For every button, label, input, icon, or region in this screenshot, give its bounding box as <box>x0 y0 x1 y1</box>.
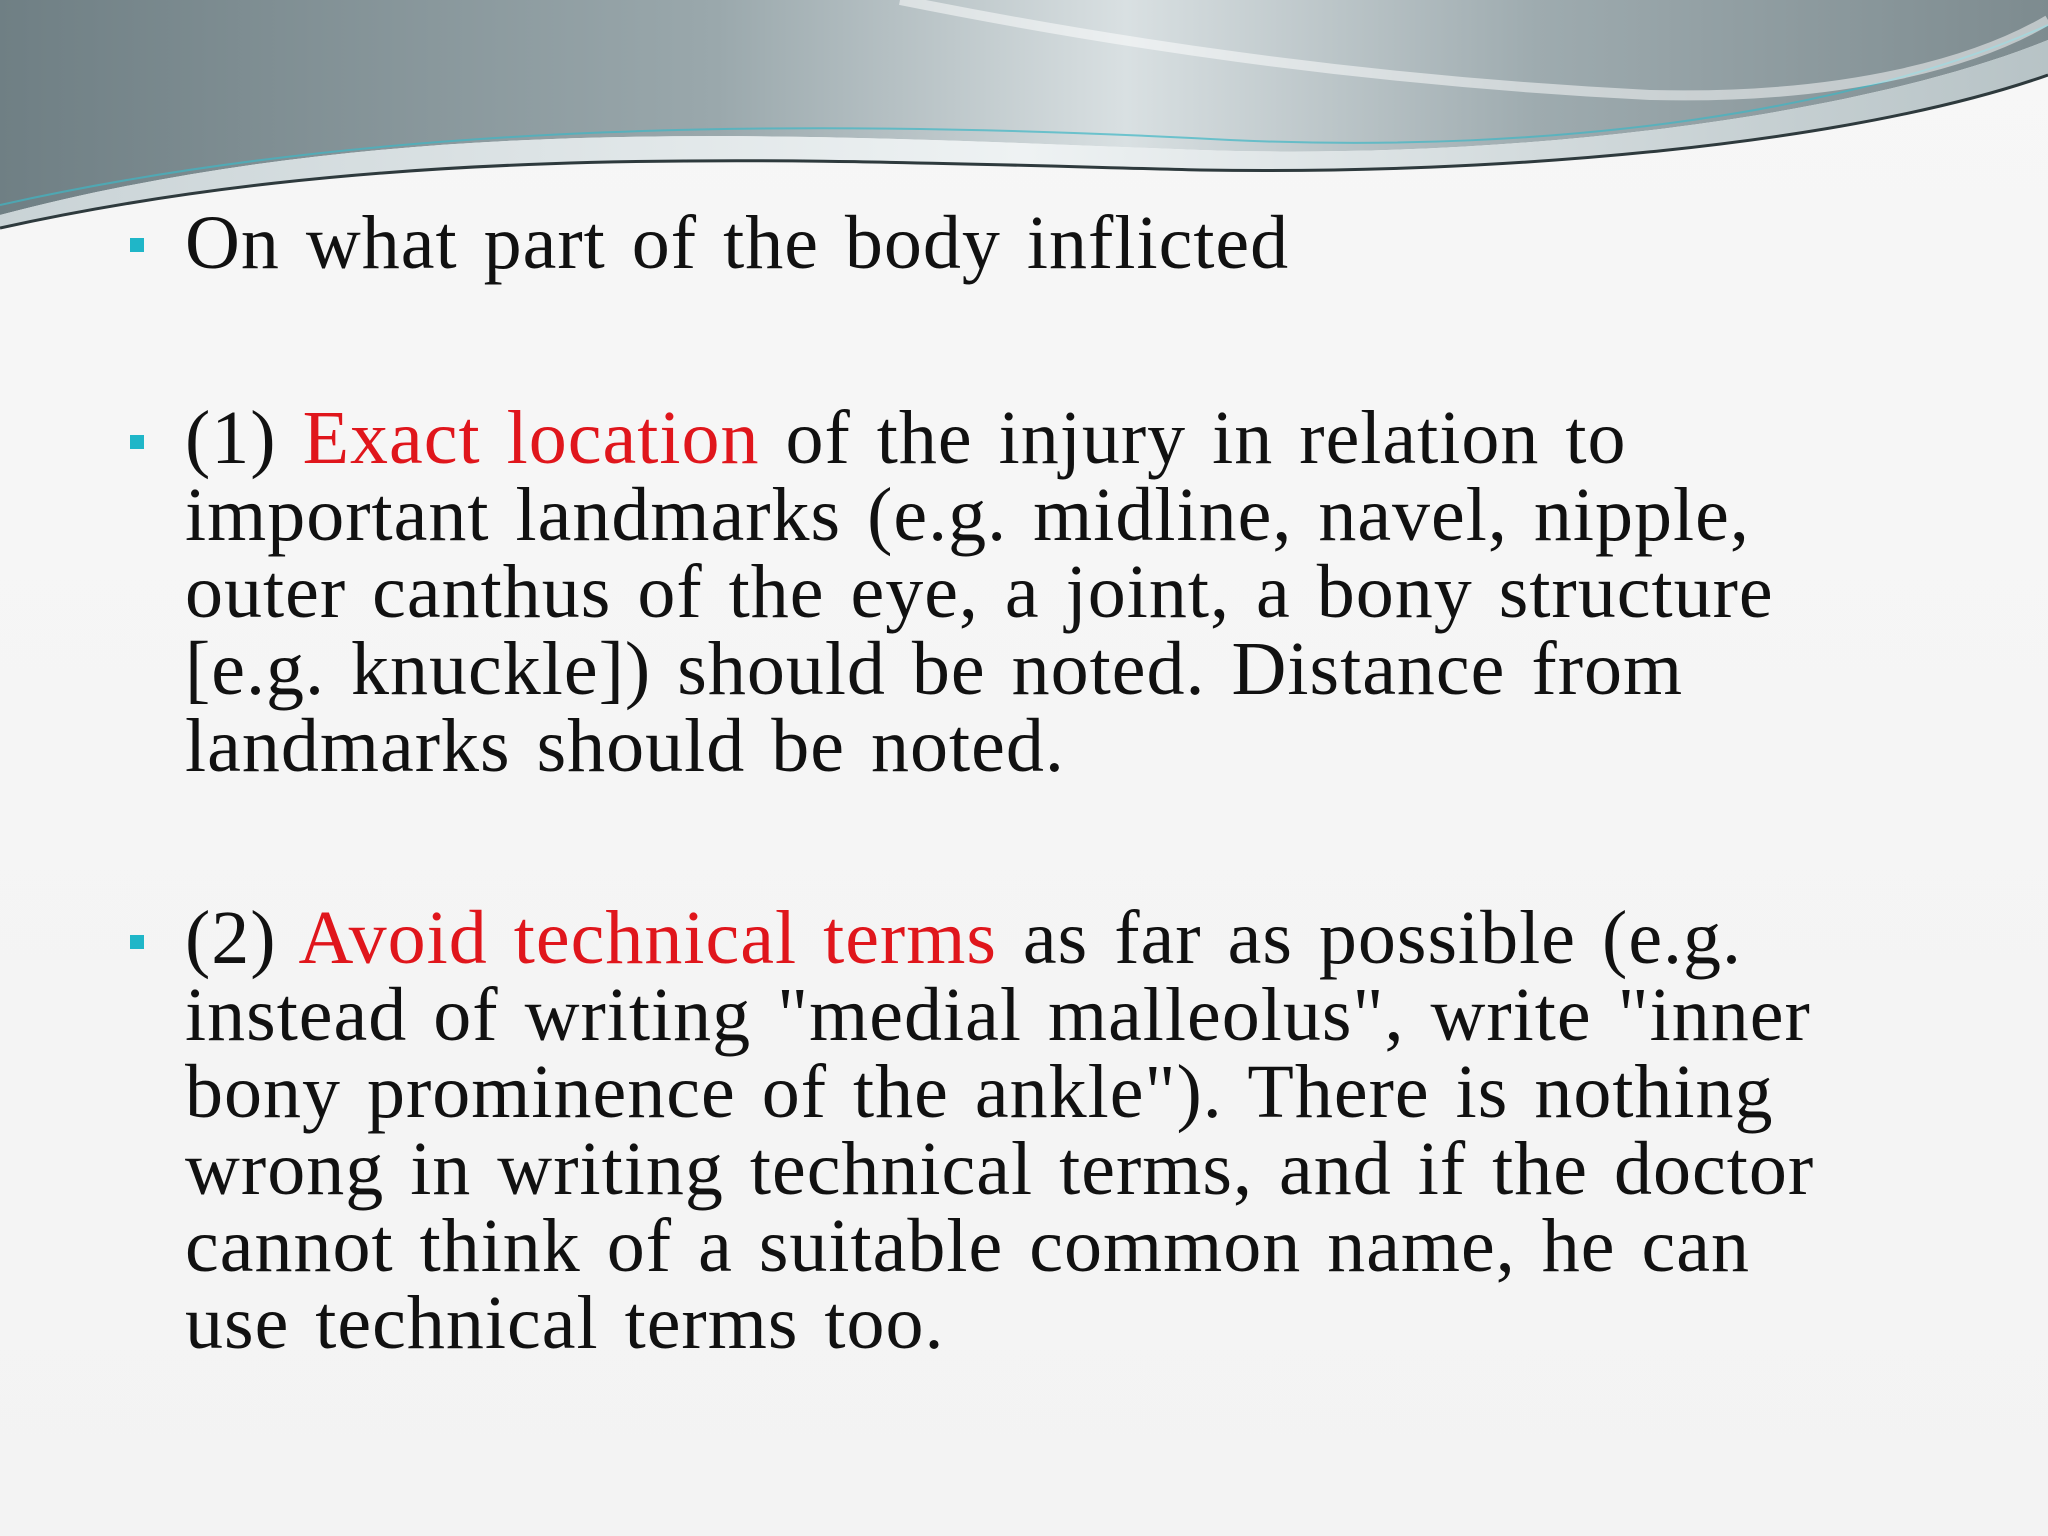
bullet-2-line-3: outer canthus of the eye, a joint, a bony structure <box>185 550 1774 634</box>
bullet-3-suffix: as far as possible (e.g. <box>996 896 1743 980</box>
bullet-3-line-4: wrong in writing technical terms, and if the doctor <box>185 1127 1815 1211</box>
bullet-3-line-2: instead of writing "medial malleolus", write "inner <box>185 973 1811 1057</box>
bullet-2-line-1 <box>185 396 1985 480</box>
bullet-3-prefix: (2) <box>185 896 299 980</box>
bullet-3-line-6: use technical terms too. <box>185 1281 945 1365</box>
bullet-3-line-3: bony prominence of the ankle"). There is nothing <box>185 1050 1774 1134</box>
bullet-2-line-2: important landmarks (e.g. midline, navel, nipple, <box>185 473 1750 557</box>
bullet-2-line-4: [e.g. knuckle]) should be noted. Distance from <box>185 627 1684 711</box>
bullet-1-line-1: On what part of the body inflicted <box>185 201 1290 285</box>
bullet-marker-1 <box>130 238 144 252</box>
bullet-2-suffix: of the injury in relation to <box>759 396 1627 480</box>
bullet-2-text <box>185 396 1985 788</box>
bullet-marker-2 <box>130 435 144 449</box>
bullet-3-text <box>185 896 1985 1365</box>
bullet-marker-3 <box>130 935 144 949</box>
bullet-3-line-5: cannot think of a suitable common name, he can <box>185 1204 1750 1288</box>
highlight-exact-location: Exact location <box>302 396 760 480</box>
bullet-3-line-1 <box>185 896 1985 980</box>
bullet-1-text <box>185 201 1985 285</box>
bullet-2-line-5: landmarks should be noted. <box>185 704 1065 788</box>
highlight-avoid-technical-terms: Avoid technical terms <box>298 896 997 980</box>
bullet-2-prefix: (1) <box>185 396 303 480</box>
